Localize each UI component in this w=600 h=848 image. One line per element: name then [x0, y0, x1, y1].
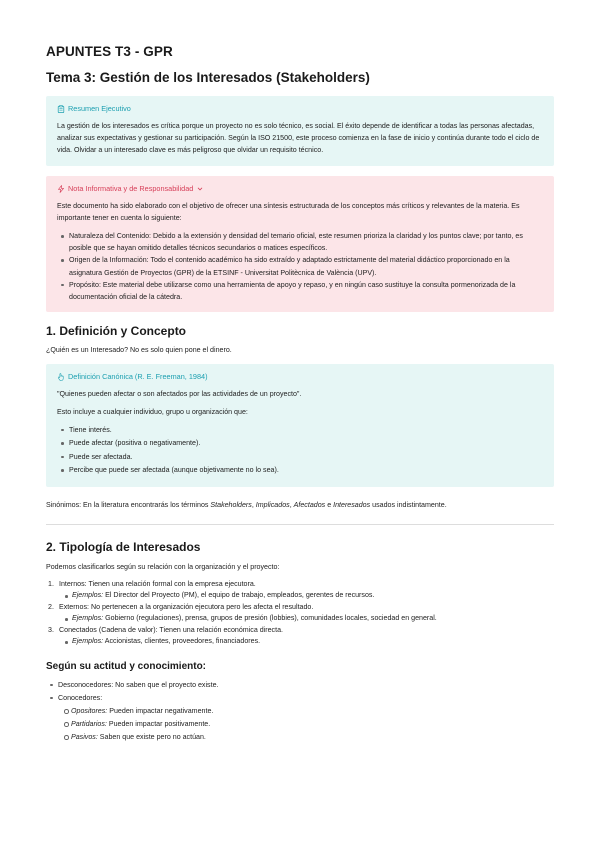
type-desc: Tienen una relación económica directa. [157, 625, 283, 634]
definition-item: Tiene interés. [57, 424, 543, 438]
synonym-term: Stakeholders [210, 500, 252, 509]
summary-text: La gestión de los interesados es crítica porque un proyecto no es solo técnico, es social. El éxito depende de identificar a todas las personas afectadas, analizar sus expectativas y gestionar su participación. Según la ISO 21500, este proceso comienza en la fase de inicio y continúa durante todo el ciclo de vida. Olvidar a un interesado clave es más peligroso que olvidar un requisito técnico. [57, 122, 540, 155]
type-number: 2. [48, 602, 54, 611]
type-examples [59, 590, 554, 602]
section1-heading: 1. Definición y Concepto [46, 324, 187, 339]
document-title: APUNTES T3 - GPR [46, 44, 173, 59]
attitude-sub-label: Pasivos: [71, 732, 98, 741]
disclaimer-item-text: Todo el contenido académico ha sido extraído y adaptado estrictamente del material didáctico proporcionado en la asignatura Gestión de Proyectos (GPR) de la ETSINF - Universitat Politècnica de València (UPV). [69, 256, 510, 277]
type-item [46, 602, 554, 625]
hand-pointer-icon [57, 373, 65, 381]
attitude-item: Desconocedores: No saben que el proyecto existe. [46, 679, 554, 692]
definition-callout [46, 364, 554, 486]
attitude-sub-text: Pueden impactar negativamente. [107, 706, 214, 715]
type-item [46, 579, 554, 602]
example-item [59, 636, 554, 648]
disclaimer-item [57, 254, 543, 278]
type-examples [59, 636, 554, 648]
attitude-heading: Según su actitud y conocimiento: [46, 660, 207, 672]
attitude-sub-label: Partidarios: [71, 719, 107, 728]
section-divider [46, 524, 554, 525]
attitude-subitem [58, 718, 554, 731]
types-list [46, 579, 554, 648]
disclaimer-list [57, 230, 543, 303]
example-label: Ejemplos: [72, 614, 104, 623]
disclaimer-callout [46, 176, 554, 313]
synonym-term: Afectados [293, 500, 326, 509]
definition-heading: Definición Canónica (R. E. Freeman, 1984) [68, 372, 208, 382]
attitude-sub-text: Pueden impactar positivamente. [106, 719, 211, 728]
disclaimer-heading-row[interactable] [57, 184, 543, 194]
synonym-term: Interesados [333, 500, 371, 509]
disclaimer-item-label: Propósito: [69, 280, 101, 289]
example-label: Ejemplos: [72, 591, 104, 600]
attitude-sub-label: Opositores: [71, 706, 108, 715]
synonyms-sep: , [251, 500, 256, 509]
summary-heading-row [57, 104, 543, 114]
type-examples [59, 613, 554, 625]
example-text: El Director del Proyecto (PM), el equipo de trabajo, empleados, gerentes de recursos. [103, 591, 375, 600]
synonyms-line [46, 499, 554, 511]
synonym-term: Implicados [255, 500, 290, 509]
attitude-list [46, 679, 554, 744]
summary-heading: Resumen Ejecutivo [68, 104, 131, 113]
chevron-down-icon[interactable] [197, 186, 203, 192]
clipboard-icon [57, 105, 65, 113]
document-subtitle: Tema 3: Gestión de los Interesados (Stakeholders) [46, 70, 370, 85]
attitude-item [46, 692, 554, 744]
disclaimer-heading: Nota Informativa y de Responsabilidad [68, 183, 194, 193]
attitude-sublist [58, 705, 554, 744]
type-number: 3. [48, 625, 54, 634]
example-text: Gobierno (regulaciones), prensa, grupos de presión (lobbies), comunidades locales, sociedad en general. [103, 614, 437, 623]
attitude-sub-text: Saben que existe pero no actúan. [97, 732, 206, 741]
type-name: Externos: [59, 602, 89, 611]
type-name: Internos: [59, 579, 87, 588]
synonyms-sep: e [325, 500, 334, 509]
type-desc: Tienen una relación formal con la empresa ejecutora. [86, 579, 256, 588]
attitude-item-label: Conocedores: [58, 693, 103, 702]
type-desc: No pertenecen a la organización ejecutora pero les afecta el resultado. [88, 602, 314, 611]
definition-heading-row [57, 372, 543, 382]
synonyms-lead: Sinónimos: En la literatura encontrarás los términos [46, 500, 211, 509]
disclaimer-item [57, 230, 543, 254]
section2-intro: Podemos clasificarlos según su relación con la organización y el proyecto: [46, 562, 280, 571]
example-text: Accionistas, clientes, proveedores, financiadores. [103, 637, 261, 646]
definition-list [57, 424, 543, 478]
lightning-icon [57, 185, 65, 193]
disclaimer-item-label: Origen de la Información: [69, 256, 149, 265]
section2-heading: 2. Tipología de Interesados [46, 539, 201, 554]
attitude-subitem [58, 705, 554, 718]
definition-quote: "Quienes pueden afectar o son afectados por las actividades de un proyecto". [57, 390, 302, 399]
definition-item: Puede ser afectada. [57, 451, 543, 465]
attitude-subitem [58, 731, 554, 744]
disclaimer-item-text: Debido a la extensión y densidad del temario oficial, este resumen prioriza la claridad y los puntos clave; por tanto, es posible que se hayan omitido detalles técnicos secundarios o matices específicos. [69, 232, 523, 253]
disclaimer-item-label: Naturaleza del Contenido: [69, 232, 152, 241]
synonyms-sep: , [289, 500, 294, 509]
definition-lead: Esto incluye a cualquier individuo, grupo u organización que: [57, 408, 248, 417]
section1-question: ¿Quién es un Interesado? No es solo quien pone el dinero. [46, 346, 232, 355]
definition-item: Puede afectar (positiva o negativamente). [57, 437, 543, 451]
definition-item: Percibe que puede ser afectada (aunque objetivamente no lo sea). [57, 464, 543, 478]
example-item [59, 613, 554, 625]
type-name: Conectados (Cadena de valor): [59, 625, 158, 634]
synonyms-tail: usados indistintamente. [370, 500, 447, 509]
disclaimer-item-text: Este material debe utilizarse como una herramienta de apoyo y repaso, y en ningún caso sustituye la consulta pormenorizada de la documentación oficial de la cátedra. [69, 280, 516, 302]
type-item [46, 625, 554, 648]
disclaimer-item [57, 279, 543, 303]
summary-callout [46, 96, 554, 166]
type-number: 1. [48, 579, 54, 588]
disclaimer-intro: Este documento ha sido elaborado con el objetivo de ofrecer una síntesis estructurada de los conceptos más críticos y relevantes de la materia. Es importante tener en cuenta lo siguiente: [57, 201, 520, 222]
example-label: Ejemplos: [72, 637, 104, 646]
example-item [59, 590, 554, 602]
